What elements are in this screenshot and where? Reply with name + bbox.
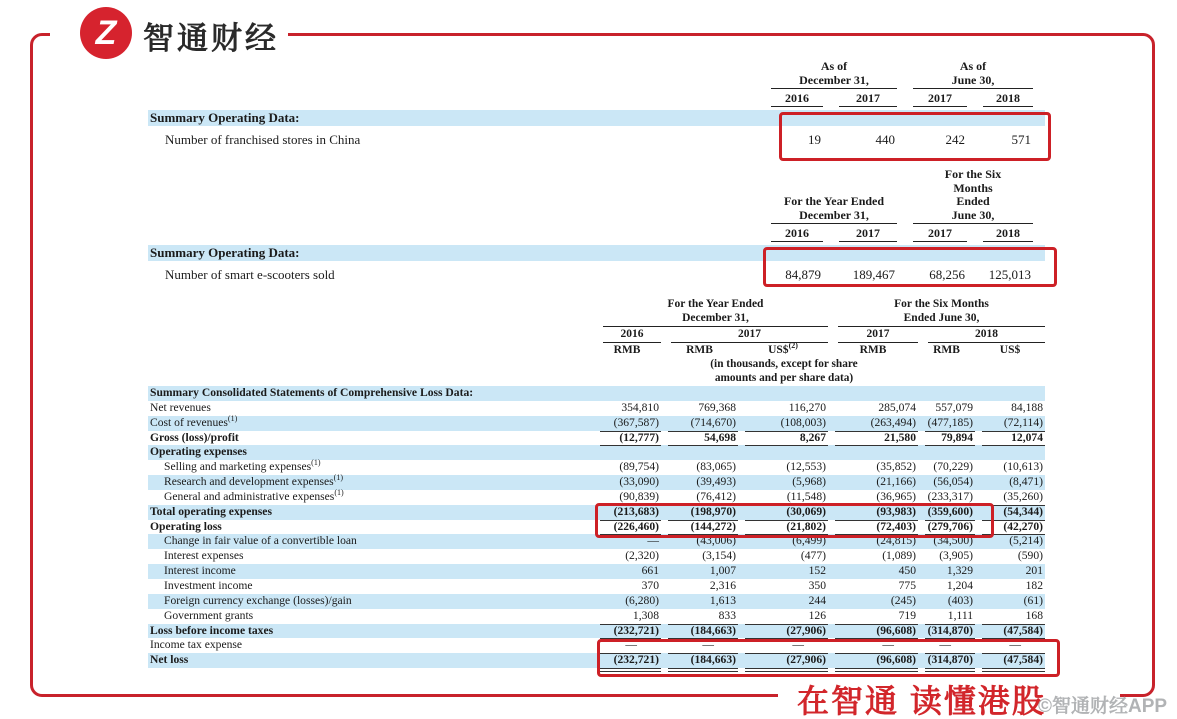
statement-cell: (314,870) [925, 653, 975, 672]
statement-cell: (72,114) [982, 416, 1045, 432]
brand-name: 智通财经 [143, 21, 279, 56]
units-note-line: amounts and per share data) [714, 371, 854, 384]
statement-cell: (403) [947, 593, 973, 607]
year-header: 2018 [983, 91, 1033, 107]
currency-header [738, 343, 828, 358]
statement-cell [982, 445, 1045, 460]
statement-cell: (279,706) [925, 520, 975, 536]
statement-cell: 244 [808, 593, 826, 607]
statement-cell: 201 [1025, 564, 1043, 578]
statement-cell: 1,111 [925, 609, 975, 625]
statement-cell: 182 [1025, 578, 1043, 592]
group-header-line: For the Year Ended [667, 298, 764, 310]
group-header-line: December 31, [799, 72, 869, 87]
statement-row-label: Change in fair value of a convertible loan [164, 534, 357, 548]
statement-cell: 450 [898, 564, 916, 578]
statement-cell [600, 445, 661, 460]
statement-cell: 370 [641, 578, 659, 592]
statement-cell: (36,965) [835, 490, 918, 506]
statement-cell: (10,613) [1003, 460, 1043, 474]
statement-cell: 84,188 [1011, 400, 1043, 414]
statement-cell: (43,006) [696, 534, 736, 548]
statement-cell: 1,613 [709, 593, 736, 607]
table2-value: 125,013 [988, 266, 1031, 282]
statement-cell: — [745, 638, 828, 654]
table1-value: 19 [808, 131, 821, 147]
statement-cell: (12,553) [786, 460, 826, 474]
statement-row-label: Gross (loss)/profit [150, 430, 239, 444]
statement-cell [745, 386, 828, 401]
statement-row-label: Operating expenses [150, 445, 247, 459]
statement-row [148, 579, 1045, 594]
statement-cell: 557,079 [935, 400, 973, 414]
statement-cell [835, 386, 918, 401]
statement-row [148, 460, 1045, 475]
currency-footnote: (2) [788, 341, 798, 351]
table2-year-row [148, 224, 1045, 242]
statement-cell: 285,074 [878, 400, 916, 414]
statement-cell: (96,608) [835, 653, 918, 672]
statement-cell: (590) [1017, 549, 1043, 563]
currency-header [918, 343, 975, 358]
statement-cell: (56,054) [933, 475, 973, 489]
table2-section-title: Summary Operating Data: [148, 245, 1045, 261]
statement-cell: (108,003) [745, 416, 828, 432]
statement-cell: 354,810 [621, 400, 659, 414]
statement-row-label: Net loss [150, 653, 189, 667]
group-header-line: December 31, [682, 311, 749, 324]
statement-cell: (198,970) [668, 505, 738, 521]
statement-cell: (245) [890, 593, 916, 607]
statement-row [148, 594, 1045, 609]
statement-cell: (61) [1023, 593, 1043, 607]
currency-label: US$ [999, 344, 1021, 356]
statement-cell: (184,663) [668, 653, 738, 672]
statement-cell: 8,267 [745, 431, 828, 447]
table1-group-header-row [148, 60, 1045, 89]
statement-cell: 21,580 [835, 431, 918, 447]
year-header: 2017 [839, 226, 897, 242]
statement-row [148, 386, 1045, 401]
statement-cell: (30,069) [745, 505, 828, 521]
statement-cell: 54,698 [668, 431, 738, 447]
statement-cell: (76,412) [668, 490, 738, 506]
statement-cell: 2,316 [709, 578, 736, 592]
statement-cell: — [835, 638, 918, 654]
units-note-line: (in thousands, except for share [710, 358, 858, 370]
table1-group2-header [913, 60, 1033, 89]
group-header-line: Ended [956, 194, 990, 208]
group-header-line: For the Six [944, 167, 1002, 181]
footer-watermark: ©智通财经APP [1038, 696, 1168, 717]
statement-row [148, 609, 1045, 624]
statement-cell: 1,007 [709, 564, 736, 578]
statement-cell: (3,154) [702, 549, 736, 563]
statement-cell [668, 386, 738, 401]
statement-row-label: General and administrative expenses$^{(1)}$ [164, 488, 344, 503]
statement-cell [668, 445, 738, 460]
table1-section-title: Summary Operating Data: [148, 110, 1045, 126]
group-header-line: For the Six Months [894, 298, 989, 310]
statement-cell: (144,272) [668, 520, 738, 536]
table2-group2-header [913, 168, 1033, 224]
statement-cell: (3,905) [939, 549, 973, 563]
statement-row-label: Loss before income taxes [150, 623, 274, 637]
group-header-line: For the Year Ended [783, 194, 885, 208]
statement-cell: (6,499) [792, 534, 826, 548]
statement-cell: (5,214) [1009, 534, 1043, 548]
year-header: 2018 [983, 226, 1033, 242]
statement-cell: — [668, 638, 738, 654]
table3-year-row [148, 327, 1045, 343]
group-header-line: June 30, [951, 72, 995, 87]
statement-cell: (314,870) [925, 624, 975, 640]
statement-row [148, 431, 1045, 446]
statement-cell: (11,548) [745, 490, 828, 506]
year-header: 2016 [771, 91, 823, 107]
group-header-line: Ended June 30, [903, 311, 980, 324]
group-header-line: As of [959, 59, 987, 73]
statement-cell: (27,906) [745, 624, 828, 640]
table1-group1-header [771, 60, 897, 89]
statement-cell: 152 [808, 564, 826, 578]
table1-value: 571 [1011, 131, 1031, 147]
table3-currency-row [148, 343, 1045, 358]
statement-row-label: Investment income [164, 578, 253, 592]
statement-cell: 12,074 [982, 431, 1045, 447]
currency-header [828, 343, 918, 358]
statement-row-label: Operating loss [150, 519, 222, 533]
statement-cell [835, 445, 918, 460]
statement-cell: (6,280) [625, 593, 659, 607]
currency-label: RMB [613, 344, 641, 356]
group-header-line: December 31, [799, 207, 869, 222]
currency-label: RMB [686, 344, 713, 356]
statement-row [148, 413, 1045, 431]
table1-value: 242 [945, 131, 965, 147]
statement-cell: (263,494) [835, 416, 918, 432]
statement-cell: (714,670) [668, 416, 738, 432]
table2-value: 68,256 [929, 266, 965, 282]
statement-row-label: Income tax expense [150, 638, 243, 652]
table1-value: 440 [875, 131, 895, 147]
table1-year-row [148, 89, 1045, 107]
statement-cell: (35,852) [876, 460, 916, 474]
statement-cell: 769,368 [698, 400, 736, 414]
currency-header [661, 343, 738, 358]
year-header: 2017 [671, 328, 828, 343]
statement-row [148, 475, 1045, 490]
statement-row-label: Interest income [164, 564, 236, 578]
statement-row-label: Government grants [164, 608, 254, 622]
statement-row-label: Research and development expenses$^{(1)}$ [164, 473, 343, 489]
statement-cell: (34,500) [933, 534, 973, 548]
statement-cell: (93,983) [835, 505, 918, 521]
statement-row [148, 564, 1045, 579]
year-header: 2017 [839, 91, 897, 107]
table2-group1-header [771, 195, 897, 224]
statement-cell: 168 [982, 609, 1045, 625]
statement-cell: 350 [808, 578, 826, 592]
statement-cell: (8,471) [1009, 475, 1043, 489]
highlight-box-escooters-sold [763, 247, 1057, 287]
statement-cell [745, 445, 828, 460]
statement-cell: (367,587) [600, 416, 661, 432]
statement-row [148, 549, 1045, 564]
statement-cell: (83,065) [696, 460, 736, 474]
statement-cell [925, 445, 975, 460]
statement-cell [925, 386, 975, 401]
statement-cell: (232,721) [600, 653, 661, 672]
statement-cell: 79,894 [925, 431, 975, 447]
currency-header [975, 343, 1045, 358]
statement-cell: (1,089) [882, 549, 916, 563]
statement-cell: (39,493) [696, 475, 736, 489]
currency-label: RMB [859, 344, 887, 356]
statement-row-label: Net revenues [150, 400, 211, 414]
statement-row-label: Cost of revenues$^{(1)}$ [150, 413, 238, 429]
statement-cell: (477) [800, 549, 826, 563]
statement-cell: (226,460) [600, 520, 661, 536]
statement-cell: — [925, 638, 975, 654]
zhitong-logo-icon: Z [80, 7, 132, 59]
statement-cell: (47,584) [982, 653, 1045, 672]
statement-cell: (72,403) [835, 520, 918, 536]
statement-row-label: Selling and marketing expenses$^{(1)}$ [164, 458, 321, 474]
statement-cell: (477,185) [925, 416, 975, 432]
statement-row-label: Total operating expenses [150, 504, 272, 518]
statement-row [148, 445, 1045, 460]
table2-value: 84,879 [785, 266, 821, 282]
statement-cell: (70,229) [933, 460, 973, 474]
statement-cell: 1,308 [600, 609, 661, 625]
statement-cell: (90,839) [600, 490, 661, 506]
units-note [593, 358, 975, 386]
statement-cell: — [600, 638, 661, 654]
statement-cell: — [982, 638, 1045, 654]
statement-cell: (33,090) [619, 475, 659, 489]
currency-label: US$ [768, 344, 789, 356]
highlight-box-total-operating-expenses [595, 503, 994, 538]
year-header: 2018 [928, 328, 1045, 343]
table2-group-header-row [148, 168, 1045, 224]
statement-row-label: Foreign currency exchange (losses)/gain [164, 593, 352, 607]
statement-cell: (89,754) [619, 460, 659, 474]
statement-cell: (233,317) [925, 490, 975, 506]
footer-slogan: 在智通 读懂港股 [797, 683, 1046, 719]
statement-cell: (213,683) [600, 505, 661, 521]
statement-row-label: Interest expenses [164, 549, 244, 563]
statement-cell: 1,329 [946, 564, 973, 578]
statement-cell: (184,663) [668, 624, 738, 640]
statement-cell: (2,320) [625, 549, 659, 563]
statement-cell: (24,815) [876, 534, 916, 548]
statement-cell: (232,721) [600, 624, 661, 640]
statement-cell: (47,584) [982, 624, 1045, 640]
statement-cell: 1,204 [946, 578, 973, 592]
comprehensive-loss-table [148, 298, 1045, 668]
statement-cell: (42,270) [982, 520, 1045, 536]
year-header: 2017 [838, 328, 918, 343]
statement-cell: (27,906) [745, 653, 828, 672]
statement-cell: (12,777) [600, 431, 661, 447]
year-header: 2016 [603, 328, 661, 343]
currency-header [593, 343, 661, 358]
statement-cell: (21,802) [745, 520, 828, 536]
statement-row-label: Summary Consolidated Statements of Comprehensive Loss Data: [150, 386, 474, 399]
statement-cell: 116,270 [788, 400, 826, 414]
group-header-line: Months [953, 180, 993, 195]
table3-units-note-row [148, 358, 1045, 386]
statement-cell [600, 386, 661, 401]
table2-row-label: Number of smart e-scooters sold [165, 266, 335, 282]
statement-cell: 833 [668, 609, 738, 625]
statement-cell: (359,600) [925, 505, 975, 521]
statement-cell: (35,260) [982, 490, 1045, 506]
group-header-line: As of [820, 59, 848, 73]
highlight-box-net-loss [597, 639, 1060, 677]
year-header: 2017 [913, 226, 967, 242]
statement-row [148, 624, 1045, 639]
statement-cell: (54,344) [982, 505, 1045, 521]
statement-row [148, 401, 1045, 416]
statement-cell: 126 [745, 609, 828, 625]
statement-cell: (96,608) [835, 624, 918, 640]
table1-row-label: Number of franchised stores in China [165, 131, 361, 147]
statement-cell [982, 386, 1045, 401]
year-header: 2017 [913, 91, 967, 107]
statement-cell: 719 [835, 609, 918, 625]
statement-cell: (5,968) [792, 475, 826, 489]
table2-value: 189,467 [852, 266, 895, 282]
statement-cell: — [647, 534, 659, 548]
table3-group2-header [838, 298, 1045, 327]
table3-group-header-row [148, 298, 1045, 327]
statement-cell: (21,166) [876, 475, 916, 489]
year-header: 2016 [771, 226, 823, 242]
currency-label: RMB [933, 344, 960, 356]
table3-group1-header [603, 298, 828, 327]
group-header-line: June 30, [951, 207, 995, 222]
statement-cell: 775 [898, 578, 916, 592]
statement-cell: 661 [641, 564, 659, 578]
highlight-box-franchised-stores [779, 112, 1051, 161]
